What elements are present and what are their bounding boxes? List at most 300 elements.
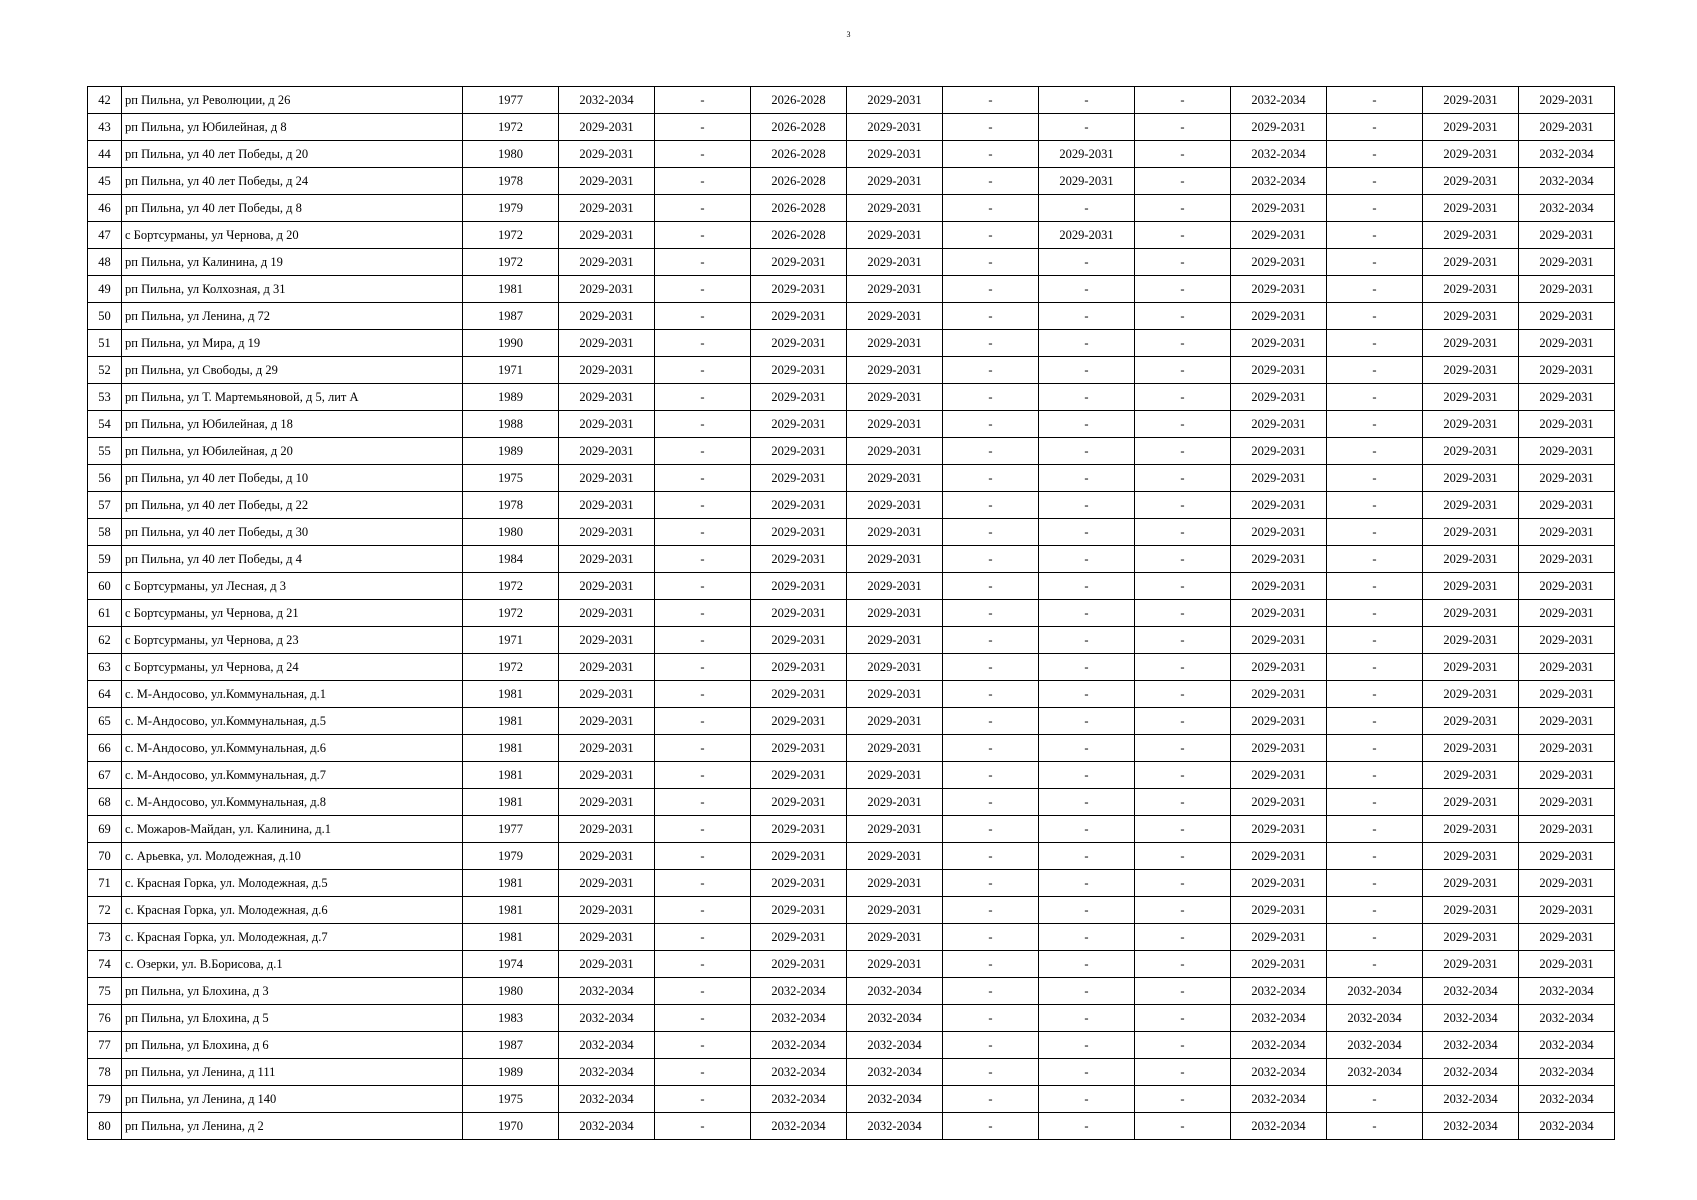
row-number-cell: 51 [88,330,122,357]
period-cell: 2029-2031 [1231,789,1327,816]
period-cell: - [1135,789,1231,816]
address-cell: с. Красная Горка, ул. Молодежная, д.7 [122,924,463,951]
period-cell: - [655,870,751,897]
period-cell: - [1039,870,1135,897]
period-cell: - [1135,276,1231,303]
period-cell: - [655,978,751,1005]
year-cell: 1981 [463,276,559,303]
period-cell: 2029-2031 [847,681,943,708]
table-row [88,303,1615,330]
address-cell: с Бортсурманы, ул Чернова, д 21 [122,600,463,627]
period-cell: 2029-2031 [751,330,847,357]
period-cell: 2029-2031 [1231,924,1327,951]
period-cell: 2032-2034 [559,1113,655,1140]
period-cell: 2032-2034 [751,1059,847,1086]
period-cell: 2029-2031 [847,816,943,843]
period-cell: - [1135,1113,1231,1140]
year-cell: 1981 [463,735,559,762]
period-cell: 2029-2031 [559,600,655,627]
address-cell: рп Пильна, ул 40 лет Победы, д 20 [122,141,463,168]
table-row [88,1086,1615,1113]
period-cell: - [655,411,751,438]
period-cell: 2029-2031 [1231,627,1327,654]
period-cell: 2029-2031 [1519,303,1615,330]
table-row [88,249,1615,276]
period-cell: - [655,303,751,330]
period-cell: 2029-2031 [1231,249,1327,276]
period-cell: 2029-2031 [847,114,943,141]
period-cell: 2029-2031 [847,276,943,303]
address-cell: с. Красная Горка, ул. Молодежная, д.6 [122,897,463,924]
period-cell: - [655,924,751,951]
row-number-cell: 73 [88,924,122,951]
period-cell: 2029-2031 [1423,411,1519,438]
period-cell: - [655,1005,751,1032]
row-number-cell: 55 [88,438,122,465]
address-cell: с Бортсурманы, ул Чернова, д 20 [122,222,463,249]
address-cell: рп Пильна, ул 40 лет Победы, д 30 [122,519,463,546]
period-cell: 2032-2034 [847,1032,943,1059]
table-row [88,951,1615,978]
period-cell: - [1135,1059,1231,1086]
period-cell: 2029-2031 [751,897,847,924]
period-cell: - [655,195,751,222]
year-cell: 1981 [463,870,559,897]
period-cell: 2032-2034 [559,1005,655,1032]
table-row [88,222,1615,249]
period-cell: - [1039,1086,1135,1113]
row-number-cell: 42 [88,87,122,114]
period-cell: 2029-2031 [559,438,655,465]
address-cell: рп Пильна, ул Ленина, д 111 [122,1059,463,1086]
period-cell: - [1135,735,1231,762]
period-cell: - [655,735,751,762]
period-cell: - [1327,843,1423,870]
period-cell: - [1135,330,1231,357]
table-row [88,195,1615,222]
period-cell: 2029-2031 [559,411,655,438]
period-cell: 2029-2031 [1423,600,1519,627]
period-cell: 2029-2031 [1231,492,1327,519]
period-cell: 2029-2031 [1423,843,1519,870]
period-cell: - [943,600,1039,627]
period-cell: - [655,708,751,735]
period-cell: - [1327,654,1423,681]
table-body [88,87,1615,1140]
period-cell: - [1327,303,1423,330]
period-cell: - [1039,465,1135,492]
address-cell: рп Пильна, ул 40 лет Победы, д 22 [122,492,463,519]
table-row [88,789,1615,816]
row-number-cell: 53 [88,384,122,411]
period-cell: 2032-2034 [1519,141,1615,168]
year-cell: 1971 [463,627,559,654]
period-cell: 2029-2031 [751,951,847,978]
period-cell: - [943,546,1039,573]
period-cell: - [1135,951,1231,978]
period-cell: 2032-2034 [1519,1032,1615,1059]
period-cell: - [943,357,1039,384]
period-cell: 2032-2034 [847,978,943,1005]
period-cell: 2032-2034 [1231,141,1327,168]
period-cell: 2029-2031 [1519,492,1615,519]
period-cell: 2029-2031 [1423,492,1519,519]
period-cell: - [1039,816,1135,843]
period-cell: 2029-2031 [559,330,655,357]
period-cell: - [943,654,1039,681]
table-row [88,978,1615,1005]
year-cell: 1989 [463,384,559,411]
address-cell: рп Пильна, ул Ленина, д 72 [122,303,463,330]
row-number-cell: 44 [88,141,122,168]
period-cell: 2029-2031 [1231,384,1327,411]
period-cell: - [1327,681,1423,708]
year-cell: 1972 [463,600,559,627]
year-cell: 1981 [463,681,559,708]
period-cell: 2032-2034 [1231,1113,1327,1140]
period-cell: 2029-2031 [751,465,847,492]
address-cell: с. М-Андосово, ул.Коммунальная, д.8 [122,789,463,816]
year-cell: 1984 [463,546,559,573]
year-cell: 1983 [463,1005,559,1032]
year-cell: 1972 [463,114,559,141]
period-cell: - [1327,519,1423,546]
period-cell: 2032-2034 [751,978,847,1005]
period-cell: 2029-2031 [1519,897,1615,924]
period-cell: - [943,1113,1039,1140]
address-cell: рп Пильна, ул 40 лет Победы, д 8 [122,195,463,222]
address-cell: рп Пильна, ул Колхозная, д 31 [122,276,463,303]
period-cell: - [1327,546,1423,573]
year-cell: 1977 [463,816,559,843]
period-cell: 2029-2031 [751,384,847,411]
period-cell: - [943,114,1039,141]
period-cell: - [1327,438,1423,465]
period-cell: - [1327,168,1423,195]
period-cell: 2029-2031 [751,492,847,519]
row-number-cell: 54 [88,411,122,438]
period-cell: - [1135,141,1231,168]
period-cell: 2029-2031 [1423,249,1519,276]
row-number-cell: 74 [88,951,122,978]
period-cell: 2029-2031 [1519,654,1615,681]
period-cell: 2029-2031 [1423,222,1519,249]
period-cell: 2029-2031 [1519,924,1615,951]
period-cell: 2029-2031 [1231,411,1327,438]
period-cell: 2029-2031 [1519,357,1615,384]
year-cell: 1981 [463,924,559,951]
row-number-cell: 49 [88,276,122,303]
period-cell: 2029-2031 [751,357,847,384]
period-cell: 2029-2031 [1231,195,1327,222]
address-cell: рп Пильна, ул Мира, д 19 [122,330,463,357]
period-cell: 2032-2034 [751,1113,847,1140]
period-cell: 2029-2031 [847,195,943,222]
period-cell: 2032-2034 [1231,1032,1327,1059]
table-row [88,519,1615,546]
period-cell: - [943,222,1039,249]
period-cell: 2026-2028 [751,195,847,222]
period-cell: 2029-2031 [1423,141,1519,168]
period-cell: 2032-2034 [1519,978,1615,1005]
period-cell: - [1327,762,1423,789]
period-cell: - [943,303,1039,330]
period-cell: - [1327,735,1423,762]
period-cell: 2032-2034 [1423,1005,1519,1032]
period-cell: 2029-2031 [751,546,847,573]
period-cell: 2032-2034 [1231,1059,1327,1086]
period-cell: 2029-2031 [559,816,655,843]
row-number-cell: 79 [88,1086,122,1113]
row-number-cell: 58 [88,519,122,546]
period-cell: - [655,627,751,654]
year-cell: 1989 [463,1059,559,1086]
period-cell: 2029-2031 [559,465,655,492]
year-cell: 1979 [463,843,559,870]
period-cell: 2029-2031 [847,492,943,519]
period-cell: 2029-2031 [559,627,655,654]
year-cell: 1980 [463,141,559,168]
period-cell: 2029-2031 [1231,276,1327,303]
period-cell: - [1135,384,1231,411]
year-cell: 1975 [463,1086,559,1113]
period-cell: 2029-2031 [559,384,655,411]
period-cell: 2029-2031 [559,762,655,789]
row-number-cell: 80 [88,1113,122,1140]
period-cell: 2029-2031 [1423,735,1519,762]
period-cell: - [1135,897,1231,924]
period-cell: 2029-2031 [847,411,943,438]
address-cell: рп Пильна, ул 40 лет Победы, д 4 [122,546,463,573]
period-cell: 2029-2031 [1231,303,1327,330]
period-cell: 2029-2031 [1423,546,1519,573]
period-cell: 2029-2031 [1423,303,1519,330]
table-row [88,357,1615,384]
period-cell: 2029-2031 [751,735,847,762]
table-row [88,1113,1615,1140]
period-cell: 2032-2034 [1423,1086,1519,1113]
table-row [88,708,1615,735]
address-cell: рп Пильна, ул Блохина, д 3 [122,978,463,1005]
address-cell: с. М-Андосово, ул.Коммунальная, д.7 [122,762,463,789]
period-cell: 2029-2031 [1231,600,1327,627]
address-cell: с. М-Андосово, ул.Коммунальная, д.1 [122,681,463,708]
period-cell: 2029-2031 [847,438,943,465]
period-cell: - [943,438,1039,465]
period-cell: 2032-2034 [1327,978,1423,1005]
period-cell: - [1135,492,1231,519]
period-cell: 2029-2031 [1231,708,1327,735]
period-cell: 2029-2031 [847,384,943,411]
row-number-cell: 68 [88,789,122,816]
period-cell: - [655,384,751,411]
period-cell: 2029-2031 [1231,681,1327,708]
period-cell: - [1135,303,1231,330]
period-cell: 2029-2031 [751,627,847,654]
row-number-cell: 43 [88,114,122,141]
period-cell: - [1135,681,1231,708]
period-cell: 2029-2031 [1519,600,1615,627]
period-cell: - [655,654,751,681]
period-cell: - [1135,816,1231,843]
period-cell: 2032-2034 [1423,1059,1519,1086]
address-cell: рп Пильна, ул Ленина, д 140 [122,1086,463,1113]
period-cell: - [1135,114,1231,141]
period-cell: - [655,141,751,168]
address-cell: рп Пильна, ул Т. Мартемьяновой, д 5, лит А [122,384,463,411]
period-cell: - [1327,141,1423,168]
period-cell: - [655,789,751,816]
period-cell: 2029-2031 [1423,924,1519,951]
period-cell: 2029-2031 [847,870,943,897]
table-row [88,546,1615,573]
row-number-cell: 75 [88,978,122,1005]
year-cell: 1979 [463,195,559,222]
year-cell: 1981 [463,789,559,816]
period-cell: 2029-2031 [847,303,943,330]
row-number-cell: 65 [88,708,122,735]
period-cell: 2029-2031 [559,681,655,708]
row-number-cell: 72 [88,897,122,924]
address-cell: рп Пильна, ул 40 лет Победы, д 24 [122,168,463,195]
period-cell: 2029-2031 [559,951,655,978]
period-cell: 2026-2028 [751,141,847,168]
period-cell: 2029-2031 [1231,843,1327,870]
period-cell: 2032-2034 [847,1113,943,1140]
period-cell: 2029-2031 [1423,897,1519,924]
table-row [88,141,1615,168]
period-cell: 2029-2031 [847,465,943,492]
period-cell: - [1039,600,1135,627]
period-cell: 2026-2028 [751,222,847,249]
period-cell: 2026-2028 [751,114,847,141]
year-cell: 1974 [463,951,559,978]
period-cell: - [1135,87,1231,114]
period-cell: - [943,951,1039,978]
period-cell: 2029-2031 [559,276,655,303]
address-cell: рп Пильна, ул Ленина, д 2 [122,1113,463,1140]
period-cell: - [1327,114,1423,141]
year-cell: 1972 [463,573,559,600]
table-row [88,87,1615,114]
period-cell: - [1135,168,1231,195]
period-cell: - [655,438,751,465]
period-cell: 2029-2031 [559,843,655,870]
address-cell: рп Пильна, ул Юбилейная, д 18 [122,411,463,438]
period-cell: 2029-2031 [1423,519,1519,546]
period-cell: - [1039,843,1135,870]
period-cell: - [1039,1113,1135,1140]
table-row [88,735,1615,762]
period-cell: 2032-2034 [1327,1005,1423,1032]
period-cell: 2029-2031 [847,546,943,573]
period-cell: 2029-2031 [1519,681,1615,708]
year-cell: 1978 [463,168,559,195]
period-cell: - [1327,195,1423,222]
period-cell: 2029-2031 [847,519,943,546]
year-cell: 1971 [463,357,559,384]
period-cell: 2029-2031 [751,843,847,870]
period-cell: - [1135,438,1231,465]
period-cell: - [655,546,751,573]
period-cell: 2029-2031 [751,870,847,897]
row-number-cell: 64 [88,681,122,708]
period-cell: 2029-2031 [559,654,655,681]
period-cell: 2032-2034 [1519,1005,1615,1032]
period-cell: 2029-2031 [559,924,655,951]
period-cell: - [943,1005,1039,1032]
period-cell: 2029-2031 [1519,276,1615,303]
period-cell: - [1039,573,1135,600]
period-cell: 2029-2031 [1231,330,1327,357]
table-row [88,411,1615,438]
address-cell: с. М-Андосово, ул.Коммунальная, д.5 [122,708,463,735]
period-cell: - [655,951,751,978]
period-cell: 2029-2031 [1423,681,1519,708]
period-cell: - [1039,249,1135,276]
row-number-cell: 59 [88,546,122,573]
period-cell: - [1327,573,1423,600]
period-cell: 2026-2028 [751,168,847,195]
period-cell: - [655,573,751,600]
table-row [88,1059,1615,1086]
period-cell: - [1039,411,1135,438]
row-number-cell: 56 [88,465,122,492]
period-cell: 2029-2031 [1519,951,1615,978]
year-cell: 1980 [463,519,559,546]
period-cell: - [1039,1032,1135,1059]
period-cell: 2032-2034 [1519,168,1615,195]
period-cell: - [1135,1086,1231,1113]
row-number-cell: 57 [88,492,122,519]
period-cell: 2029-2031 [1423,114,1519,141]
period-cell: - [655,816,751,843]
period-cell: 2029-2031 [1423,276,1519,303]
period-cell: 2029-2031 [751,600,847,627]
period-cell: 2029-2031 [751,519,847,546]
period-cell: 2029-2031 [1423,168,1519,195]
period-cell: 2029-2031 [1039,168,1135,195]
period-cell: - [655,492,751,519]
period-cell: 2029-2031 [751,924,847,951]
period-cell: - [1327,708,1423,735]
year-cell: 1988 [463,411,559,438]
period-cell: 2029-2031 [1231,222,1327,249]
period-cell: 2029-2031 [1519,762,1615,789]
period-cell: 2029-2031 [559,141,655,168]
period-cell: 2029-2031 [1519,843,1615,870]
period-cell: 2029-2031 [1519,627,1615,654]
period-cell: 2029-2031 [1423,816,1519,843]
period-cell: - [943,978,1039,1005]
row-number-cell: 66 [88,735,122,762]
period-cell: 2029-2031 [1519,87,1615,114]
period-cell: 2029-2031 [559,870,655,897]
period-cell: - [1327,951,1423,978]
table-row [88,438,1615,465]
period-cell: - [1039,951,1135,978]
period-cell: 2032-2034 [1231,87,1327,114]
period-cell: - [943,1086,1039,1113]
period-cell: - [1039,384,1135,411]
period-cell: - [943,168,1039,195]
period-cell: - [1135,924,1231,951]
period-cell: - [1135,654,1231,681]
period-cell: 2032-2034 [559,978,655,1005]
period-cell: - [1327,249,1423,276]
period-cell: - [1327,492,1423,519]
row-number-cell: 47 [88,222,122,249]
